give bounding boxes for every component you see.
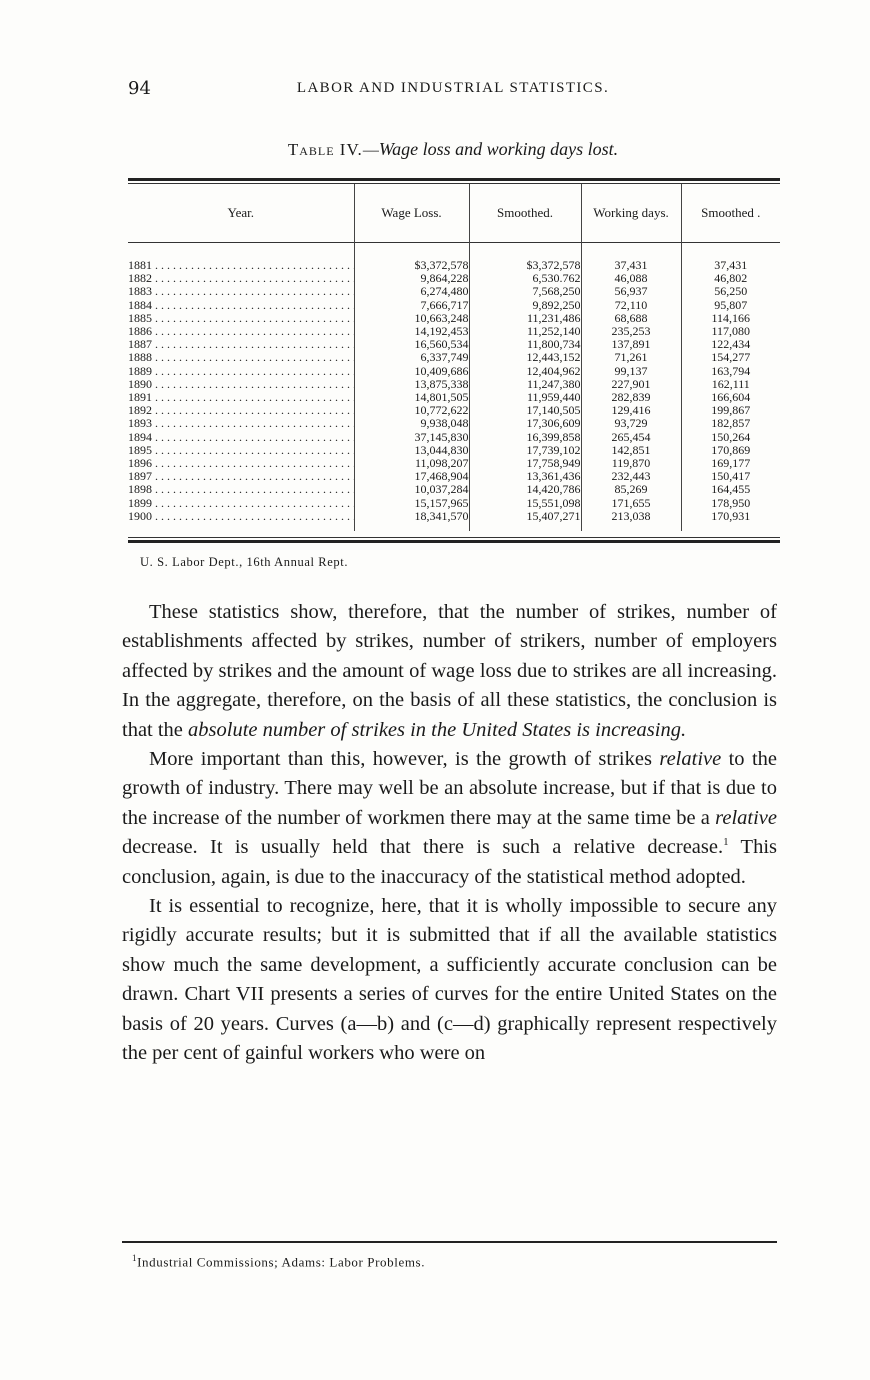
table-caption <box>128 139 778 160</box>
cell-wage-loss: 9,938,048 <box>354 417 469 430</box>
cell-year: 1885 . . . <box>128 312 354 325</box>
paragraph-2-text-b: to the growth of industry. There may well be an absolute increase, but if that is due to the increase of the number of workmen there may at the same time be a <box>122 748 777 829</box>
cell-wage-loss: 17,468,904 <box>354 470 469 483</box>
cell-wage-loss: 11,098,207 <box>354 457 469 470</box>
cell-year: 1897 . . . <box>128 470 354 483</box>
cell-year: 1893 . . . <box>128 417 354 430</box>
cell-wage-loss: 6,274,480 <box>354 285 469 298</box>
cell-smoothed-wage: 11,247,380 <box>469 378 581 391</box>
table-bottom-rule <box>128 540 780 543</box>
cell-smoothed-wage: 6,530.762 <box>469 272 581 285</box>
table-row <box>128 285 780 298</box>
table-row <box>128 431 780 444</box>
cell-smoothed-wage: 9,892,250 <box>469 299 581 312</box>
footnote-text: Industrial Commissions; Adams: Labor Problems. <box>137 1254 426 1270</box>
cell-smoothed-wage: 11,252,140 <box>469 325 581 338</box>
cell-smoothed-wage: 12,443,152 <box>469 351 581 364</box>
cell-year: 1898 . . . <box>128 483 354 496</box>
cell-year: 1883 . . . <box>128 285 354 298</box>
cell-year: 1900 . . . <box>128 510 354 523</box>
cell-smoothed-wage: 11,231,486 <box>469 312 581 325</box>
table-body <box>128 243 780 532</box>
cell-year: 1890 . . . <box>128 378 354 391</box>
cell-working-days: 171,655 <box>581 497 681 510</box>
cell-smoothed-wage: 17,306,609 <box>469 417 581 430</box>
table-row <box>128 351 780 364</box>
cell-smoothed-days: 95,807 <box>681 299 780 312</box>
cell-working-days: 46,088 <box>581 272 681 285</box>
cell-year: 1884 . . . <box>128 299 354 312</box>
cell-working-days: 213,038 <box>581 510 681 523</box>
cell-smoothed-days: 162,111 <box>681 378 780 391</box>
cell-smoothed-wage: 17,758,949 <box>469 457 581 470</box>
cell-year: 1895 . . . <box>128 444 354 457</box>
cell-year: 1881 . . . <box>128 259 354 272</box>
cell-smoothed-wage: 14,420,786 <box>469 483 581 496</box>
table-source-note: U. S. Labor Dept., 16th Annual Rept. <box>140 555 349 569</box>
column-header-wage-loss: Wage Loss. <box>354 184 469 243</box>
cell-wage-loss: 18,341,570 <box>354 510 469 523</box>
paragraph-1-text: These statistics show, therefore, that the number of strikes, number of establishments affected by strikes, number of strikers, number of employers affected by strikes and the amount of wage loss due to strikes are all increasing. In the aggregate, therefore, on the basis of all these statistics, the conclusion is that the <box>122 601 777 741</box>
footnote-reference: 1 <box>723 836 729 849</box>
cell-working-days: 282,839 <box>581 391 681 404</box>
cell-smoothed-days: 150,264 <box>681 431 780 444</box>
cell-year: 1899 . . . <box>128 497 354 510</box>
cell-wage-loss: 14,192,453 <box>354 325 469 338</box>
cell-smoothed-days: 114,166 <box>681 312 780 325</box>
cell-smoothed-days: 170,931 <box>681 510 780 523</box>
cell-smoothed-days: 169,177 <box>681 457 780 470</box>
table-row <box>128 497 780 510</box>
cell-wage-loss: 15,157,965 <box>354 497 469 510</box>
cell-working-days: 37,431 <box>581 259 681 272</box>
table-row <box>128 299 780 312</box>
cell-smoothed-wage: 16,399,858 <box>469 431 581 444</box>
cell-smoothed-days: 199,867 <box>681 404 780 417</box>
footnote <box>132 1253 425 1270</box>
cell-smoothed-days: 154,277 <box>681 351 780 364</box>
cell-working-days: 85,269 <box>581 483 681 496</box>
paragraph-2-text-c: decrease. It is usually held that there is such a relative decrease. <box>122 836 724 859</box>
cell-wage-loss: 9,864,228 <box>354 272 469 285</box>
paragraph-2-text-a: More important than this, however, is the growth of strikes <box>149 748 660 771</box>
footnote-rule <box>122 1241 777 1243</box>
cell-smoothed-days: 170,869 <box>681 444 780 457</box>
cell-smoothed-wage: 17,140,505 <box>469 404 581 417</box>
cell-smoothed-days: 164,455 <box>681 483 780 496</box>
cell-smoothed-wage: 12,404,962 <box>469 365 581 378</box>
cell-smoothed-days: 166,604 <box>681 391 780 404</box>
cell-smoothed-wage: 15,551,098 <box>469 497 581 510</box>
column-header-year: Year. <box>227 205 254 220</box>
caption-dash: — <box>362 142 379 159</box>
paragraph-1 <box>122 598 777 745</box>
cell-wage-loss: 10,409,686 <box>354 365 469 378</box>
wage-loss-table <box>128 178 780 543</box>
paragraph-2-text-d: This conclusion, again, is due to the inaccuracy of the statistical method adopted. <box>122 836 778 888</box>
cell-smoothed-wage: 13,361,436 <box>469 470 581 483</box>
cell-smoothed-days: 46,802 <box>681 272 780 285</box>
cell-year: 1892 . . . <box>128 404 354 417</box>
cell-working-days: 137,891 <box>581 338 681 351</box>
cell-working-days: 265,454 <box>581 431 681 444</box>
cell-working-days: 142,851 <box>581 444 681 457</box>
cell-year: 1882 . . . <box>128 272 354 285</box>
cell-working-days: 119,870 <box>581 457 681 470</box>
cell-smoothed-wage: 15,407,271 <box>469 510 581 523</box>
cell-working-days: 93,729 <box>581 417 681 430</box>
cell-smoothed-wage: 11,959,440 <box>469 391 581 404</box>
table-row <box>128 365 780 378</box>
cell-year: 1889 . . . <box>128 365 354 378</box>
cell-year: 1891 . . . <box>128 391 354 404</box>
table-label: Table IV. <box>287 140 363 159</box>
cell-wage-loss: 6,337,749 <box>354 351 469 364</box>
cell-smoothed-wage: 11,800,734 <box>469 338 581 351</box>
cell-wage-loss: 10,772,622 <box>354 404 469 417</box>
table-header-row <box>128 184 780 243</box>
cell-smoothed-days: 150,417 <box>681 470 780 483</box>
column-header-working-days: Working days. <box>581 184 681 243</box>
table-footer-padding <box>128 523 780 531</box>
column-header-smoothed-days: Smoothed . <box>681 184 780 243</box>
table-row <box>128 417 780 430</box>
cell-wage-loss: 10,663,248 <box>354 312 469 325</box>
cell-wage-loss: 13,875,338 <box>354 378 469 391</box>
cell-smoothed-wage: $3,372,578 <box>469 259 581 272</box>
cell-wage-loss: 16,560,534 <box>354 338 469 351</box>
cell-working-days: 99,137 <box>581 365 681 378</box>
header-rule-row <box>128 243 780 260</box>
cell-wage-loss: $3,372,578 <box>354 259 469 272</box>
page-header <box>128 78 778 102</box>
cell-wage-loss: 7,666,717 <box>354 299 469 312</box>
cell-smoothed-days: 178,950 <box>681 497 780 510</box>
running-title: LABOR AND INDUSTRIAL STATISTICS. <box>296 80 610 96</box>
cell-smoothed-days: 182,857 <box>681 417 780 430</box>
cell-wage-loss: 37,145,830 <box>354 431 469 444</box>
body-text <box>122 598 777 1069</box>
page-number: 94 <box>128 78 151 99</box>
cell-smoothed-wage: 17,739,102 <box>469 444 581 457</box>
cell-working-days: 235,253 <box>581 325 681 338</box>
cell-smoothed-wage: 7,568,250 <box>469 285 581 298</box>
cell-wage-loss: 13,044,830 <box>354 444 469 457</box>
cell-working-days: 71,261 <box>581 351 681 364</box>
column-header-smoothed-wage: Smoothed. <box>469 184 581 243</box>
paragraph-1-emphasis: absolute number of strikes in the United States is increasing. <box>188 718 687 741</box>
cell-wage-loss: 10,037,284 <box>354 483 469 496</box>
cell-year: 1894 . . . <box>128 431 354 444</box>
table-bottom-rule-thin <box>128 537 780 538</box>
cell-smoothed-days: 37,431 <box>681 259 780 272</box>
paragraph-3: It is essential to recognize, here, that it is wholly impossible to secure any rigidly accurate results; but it is submitted that if all the available statistics show much the same development, a sufficiently accurate conclusion can be drawn. Chart VII presents a series of curves for the entire United States on the basis of 20 years. Curves (a—b) and (c—d) graphically represent respectively the per cent of gainful workers who were on <box>122 895 777 1065</box>
cell-smoothed-days: 163,794 <box>681 365 780 378</box>
cell-year: 1887 . . . <box>128 338 354 351</box>
cell-year: 1896 . . . <box>128 457 354 470</box>
cell-smoothed-days: 122,434 <box>681 338 780 351</box>
footnote-mark: 1 <box>132 1253 138 1263</box>
cell-working-days: 56,937 <box>581 285 681 298</box>
cell-working-days: 129,416 <box>581 404 681 417</box>
paragraph-2-emphasis-1: relative <box>659 748 722 771</box>
cell-smoothed-days: 117,080 <box>681 325 780 338</box>
table-title: Wage loss and working days lost. <box>378 139 619 159</box>
cell-working-days: 232,443 <box>581 470 681 483</box>
cell-year: 1886 . . . <box>128 325 354 338</box>
table-top-rule <box>128 178 780 181</box>
table-row <box>128 483 780 496</box>
cell-year: 1888 . . . <box>128 351 354 364</box>
cell-working-days: 68,688 <box>581 312 681 325</box>
cell-smoothed-days: 56,250 <box>681 285 780 298</box>
paragraph-2 <box>122 745 777 892</box>
cell-wage-loss: 14,801,505 <box>354 391 469 404</box>
cell-working-days: 72,110 <box>581 299 681 312</box>
table-row <box>128 510 780 523</box>
cell-working-days: 227,901 <box>581 378 681 391</box>
data-table <box>128 184 780 531</box>
paragraph-2-emphasis-2: relative <box>715 806 777 829</box>
